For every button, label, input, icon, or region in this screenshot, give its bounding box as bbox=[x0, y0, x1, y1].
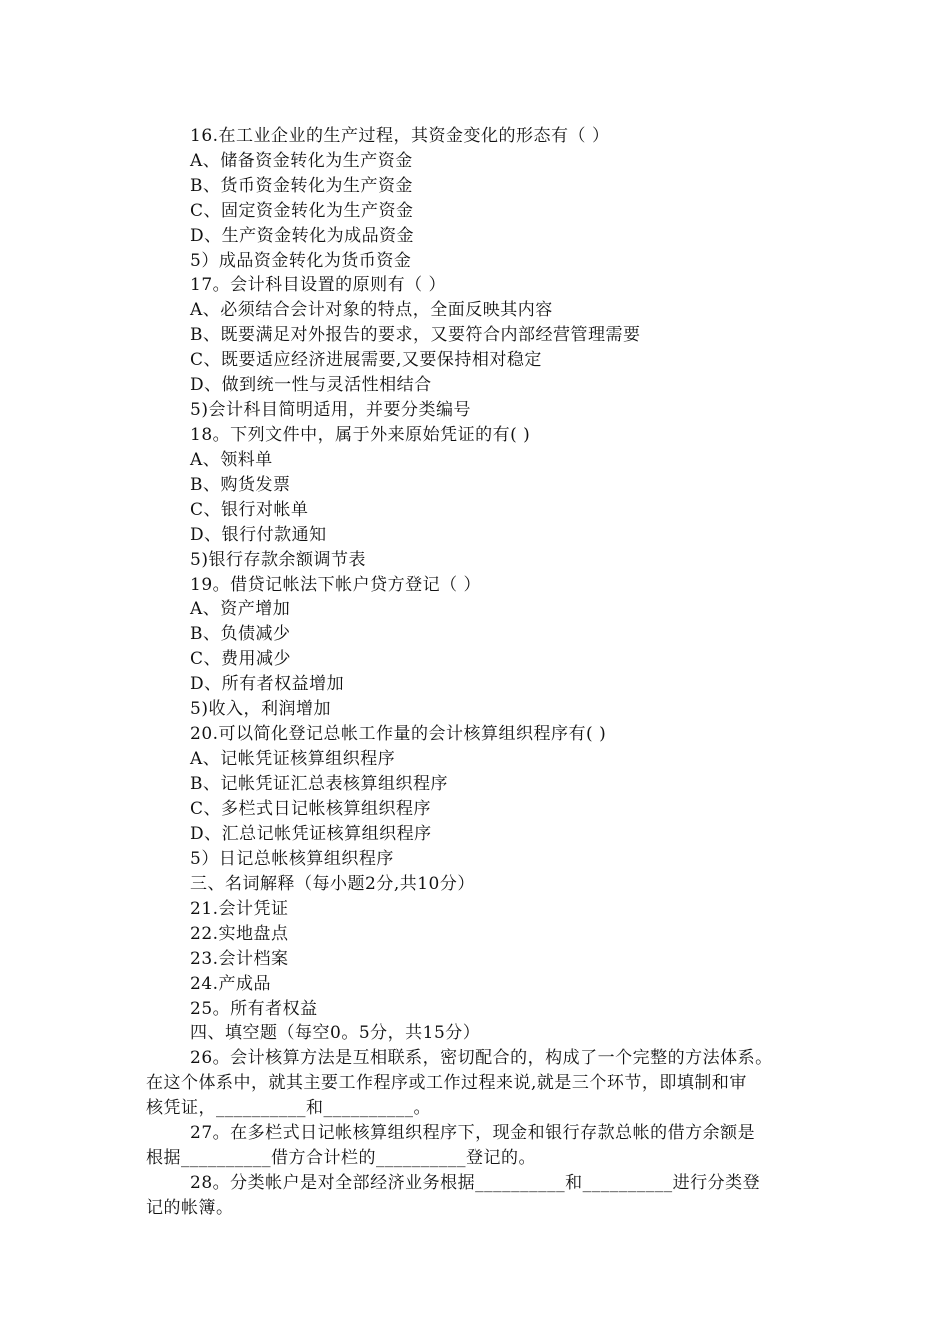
question-26-line-2: 在这个体系中，就其主要工作程序或工作过程来说,就是三个环节，即填制和审 bbox=[146, 1073, 747, 1093]
term-23: 23.会计档案 bbox=[190, 949, 289, 969]
question-20-option-b: B、记帐凭证汇总表核算组织程序 bbox=[190, 774, 448, 794]
question-19-stem: 19。借贷记帐法下帐户贷方登记（ ） bbox=[190, 575, 482, 595]
question-17-option-e: 5)会计科目简明适用，并要分类编号 bbox=[190, 400, 471, 420]
term-24: 24.产成品 bbox=[190, 974, 272, 994]
term-25: 25。所有者权益 bbox=[190, 999, 318, 1019]
question-19-option-b: B、负债减少 bbox=[190, 624, 291, 644]
term-21: 21.会计凭证 bbox=[190, 899, 289, 919]
question-20-option-e: 5）日记总帐核算组织程序 bbox=[190, 849, 394, 869]
question-16-option-a: A、储备资金转化为生产资金 bbox=[190, 151, 413, 171]
question-19-option-a: A、资产增加 bbox=[190, 599, 291, 619]
question-27-line-2: 根据__________借方合计栏的__________登记的。 bbox=[146, 1148, 536, 1168]
question-20-stem: 20.可以简化登记总帐工作量的会计核算组织程序有( ) bbox=[190, 724, 607, 744]
question-16-option-c: C、固定资金转化为生产资金 bbox=[190, 201, 414, 221]
question-16-option-e: 5）成品资金转化为货币资金 bbox=[190, 251, 412, 271]
question-26-line-3: 核凭证，__________和__________。 bbox=[146, 1098, 431, 1118]
question-18-option-d: D、银行付款通知 bbox=[190, 525, 327, 545]
question-20-option-a: A、记帐凭证核算组织程序 bbox=[190, 749, 396, 769]
question-17-option-c: C、既要适应经济进展需要,又要保持相对稳定 bbox=[190, 350, 542, 370]
question-17-stem: 17。会计科目设置的原则有（ ） bbox=[190, 275, 447, 295]
question-18-option-c: C、银行对帐单 bbox=[190, 500, 309, 520]
question-19-option-e: 5)收入，利润增加 bbox=[190, 699, 331, 719]
question-26-line-1: 26。会计核算方法是互相联系，密切配合的，构成了一个完整的方法体系。 bbox=[190, 1048, 773, 1068]
question-18-option-a: A、领料单 bbox=[190, 450, 273, 470]
question-17-option-d: D、做到统一性与灵活性相结合 bbox=[190, 375, 432, 395]
question-18-stem: 18。下列文件中，属于外来原始凭证的有( ) bbox=[190, 425, 531, 445]
question-16-option-b: B、货币资金转化为生产资金 bbox=[190, 176, 413, 196]
question-28-line-2: 记的帐簿。 bbox=[146, 1198, 234, 1218]
question-17-option-b: B、既要满足对外报告的要求，又要符合内部经营管理需要 bbox=[190, 325, 641, 345]
question-19-option-d: D、所有者权益增加 bbox=[190, 674, 345, 694]
question-17-option-a: A、必须结合会计对象的特点，全面反映其内容 bbox=[190, 300, 553, 320]
question-27-line-1: 27。在多栏式日记帐核算组织程序下，现金和银行存款总帐的借方余额是 bbox=[190, 1123, 756, 1143]
question-20-option-c: C、多栏式日记帐核算组织程序 bbox=[190, 799, 432, 819]
question-16-option-d: D、生产资金转化为成品资金 bbox=[190, 226, 415, 246]
term-22: 22.实地盘点 bbox=[190, 924, 289, 944]
question-19-option-c: C、费用减少 bbox=[190, 649, 292, 669]
question-18-option-b: B、购货发票 bbox=[190, 475, 291, 495]
question-28-line-1: 28。分类帐户是对全部经济业务根据__________和__________进行分类登 bbox=[190, 1173, 761, 1193]
section-3-heading: 三、名词解释（每小题2分,共10分） bbox=[190, 874, 475, 894]
section-4-heading: 四、填空题（每空0。5分，共15分） bbox=[190, 1023, 481, 1043]
question-20-option-d: D、汇总记帐凭证核算组织程序 bbox=[190, 824, 432, 844]
question-18-option-e: 5)银行存款余额调节表 bbox=[190, 550, 366, 570]
question-16-stem: 16.在工业企业的生产过程，其资金变化的形态有（ ） bbox=[190, 126, 610, 146]
